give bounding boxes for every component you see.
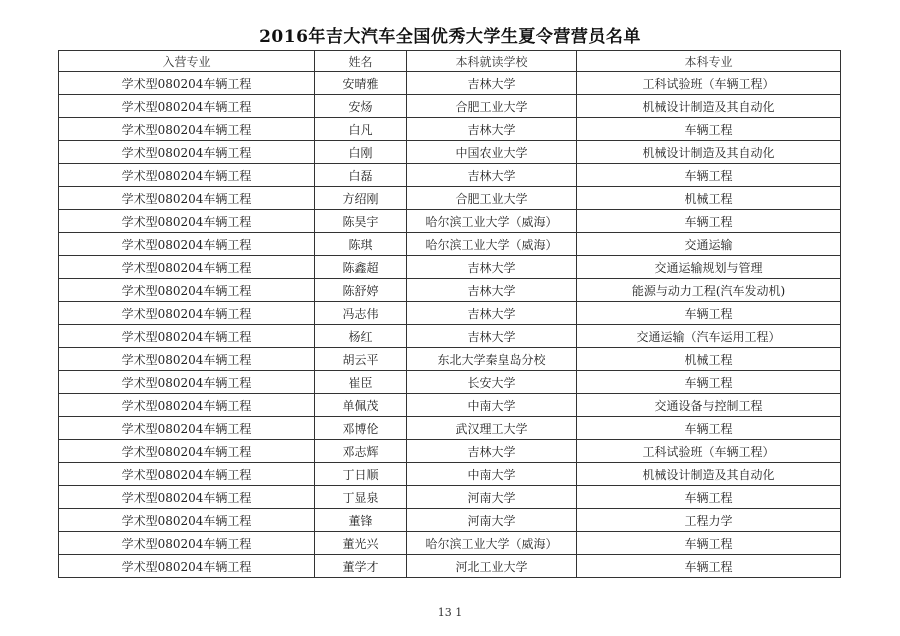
table-row [59,233,841,256]
cell-undergrad-major: 车辆工程 [577,210,841,233]
cell-name: 陈舒婷 [315,279,407,302]
table-row [59,371,841,394]
cell-undergrad-major: 交通设备与控制工程 [577,394,841,417]
cell-undergrad-major: 车辆工程 [577,164,841,187]
cell-name: 方绍刚 [315,187,407,210]
cell-major: 学术型080204车辆工程 [59,440,315,463]
cell-major: 学术型080204车辆工程 [59,210,315,233]
cell-school: 合肥工业大学 [407,95,577,118]
table-header [59,51,841,72]
page-title: 2016年吉大汽车全国优秀大学生夏令营营员名单 [259,27,641,47]
cell-undergrad-major: 车辆工程 [577,417,841,440]
cell-name: 董光兴 [315,532,407,555]
cell-undergrad-major: 工科试验班（车辆工程） [577,440,841,463]
cell-name: 崔臣 [315,371,407,394]
cell-name: 董学才 [315,555,407,578]
table-row [59,210,841,233]
header-row [59,51,841,72]
cell-name: 陈昊宇 [315,210,407,233]
cell-school: 吉林大学 [407,72,577,95]
table-row [59,348,841,371]
cell-undergrad-major: 交通运输 [577,233,841,256]
table-row [59,164,841,187]
cell-major: 学术型080204车辆工程 [59,325,315,348]
cell-name: 白凡 [315,118,407,141]
cell-name: 杨红 [315,325,407,348]
cell-undergrad-major: 车辆工程 [577,486,841,509]
cell-name: 董锋 [315,509,407,532]
table-row [59,95,841,118]
table-row [59,394,841,417]
cell-school: 吉林大学 [407,302,577,325]
cell-undergrad-major: 工科试验班（车辆工程） [577,72,841,95]
cell-undergrad-major: 交通运输（汽车运用工程） [577,325,841,348]
cell-school: 河北工业大学 [407,555,577,578]
roster-table [58,50,841,578]
cell-major: 学术型080204车辆工程 [59,279,315,302]
cell-school: 吉林大学 [407,118,577,141]
table-row [59,325,841,348]
cell-school: 东北大学秦皇岛分校 [407,348,577,371]
cell-major: 学术型080204车辆工程 [59,164,315,187]
cell-major: 学术型080204车辆工程 [59,417,315,440]
cell-undergrad-major: 机械工程 [577,187,841,210]
column-header-school: 本科就读学校 [407,51,577,72]
table-row [59,532,841,555]
cell-major: 学术型080204车辆工程 [59,463,315,486]
cell-name: 丁显泉 [315,486,407,509]
column-header-undergrad-major: 本科专业 [577,51,841,72]
cell-name: 胡云平 [315,348,407,371]
cell-school: 吉林大学 [407,164,577,187]
cell-name: 丁日顺 [315,463,407,486]
cell-undergrad-major: 机械设计制造及其自动化 [577,141,841,164]
cell-school: 长安大学 [407,371,577,394]
cell-school: 合肥工业大学 [407,187,577,210]
cell-school: 中国农业大学 [407,141,577,164]
cell-major: 学术型080204车辆工程 [59,486,315,509]
cell-name: 邓志辉 [315,440,407,463]
table-row [59,509,841,532]
cell-name: 白刚 [315,141,407,164]
cell-school: 河南大学 [407,509,577,532]
cell-name: 安晴雅 [315,72,407,95]
table-row [59,141,841,164]
cell-school: 中南大学 [407,394,577,417]
cell-name: 白磊 [315,164,407,187]
cell-major: 学术型080204车辆工程 [59,371,315,394]
cell-undergrad-major: 机械工程 [577,348,841,371]
table-row [59,279,841,302]
cell-school: 武汉理工大学 [407,417,577,440]
page-number: 13 1 [437,606,463,619]
cell-undergrad-major: 车辆工程 [577,118,841,141]
table-row [59,555,841,578]
table-row [59,72,841,95]
cell-major: 学术型080204车辆工程 [59,233,315,256]
cell-name: 单佩茂 [315,394,407,417]
cell-undergrad-major: 车辆工程 [577,371,841,394]
cell-school: 中南大学 [407,463,577,486]
cell-school: 吉林大学 [407,325,577,348]
cell-school: 哈尔滨工业大学（威海） [407,233,577,256]
cell-school: 哈尔滨工业大学（威海） [407,532,577,555]
cell-school: 吉林大学 [407,256,577,279]
cell-undergrad-major: 车辆工程 [577,555,841,578]
cell-name: 陈琪 [315,233,407,256]
column-header-name: 姓名 [315,51,407,72]
cell-undergrad-major: 车辆工程 [577,302,841,325]
cell-undergrad-major: 车辆工程 [577,532,841,555]
cell-school: 哈尔滨工业大学（威海） [407,210,577,233]
cell-major: 学术型080204车辆工程 [59,555,315,578]
table-row [59,302,841,325]
cell-major: 学术型080204车辆工程 [59,95,315,118]
cell-major: 学术型080204车辆工程 [59,72,315,95]
cell-undergrad-major: 机械设计制造及其自动化 [577,95,841,118]
table-row [59,486,841,509]
cell-major: 学术型080204车辆工程 [59,141,315,164]
cell-major: 学术型080204车辆工程 [59,348,315,371]
cell-undergrad-major: 工程力学 [577,509,841,532]
cell-name: 冯志伟 [315,302,407,325]
cell-major: 学术型080204车辆工程 [59,394,315,417]
cell-major: 学术型080204车辆工程 [59,187,315,210]
cell-undergrad-major: 机械设计制造及其自动化 [577,463,841,486]
cell-major: 学术型080204车辆工程 [59,532,315,555]
table-row [59,187,841,210]
cell-undergrad-major: 能源与动力工程(汽车发动机) [577,279,841,302]
table-body [59,72,841,578]
cell-major: 学术型080204车辆工程 [59,256,315,279]
cell-school: 河南大学 [407,486,577,509]
cell-major: 学术型080204车辆工程 [59,509,315,532]
table-row [59,463,841,486]
column-header-major: 入营专业 [59,51,315,72]
cell-major: 学术型080204车辆工程 [59,118,315,141]
cell-school: 吉林大学 [407,279,577,302]
table-row [59,417,841,440]
table-row [59,118,841,141]
table-row [59,256,841,279]
cell-undergrad-major: 交通运输规划与管理 [577,256,841,279]
cell-major: 学术型080204车辆工程 [59,302,315,325]
table-row [59,440,841,463]
cell-name: 陈鑫超 [315,256,407,279]
cell-name: 安炀 [315,95,407,118]
cell-school: 吉林大学 [407,440,577,463]
cell-name: 邓博伦 [315,417,407,440]
